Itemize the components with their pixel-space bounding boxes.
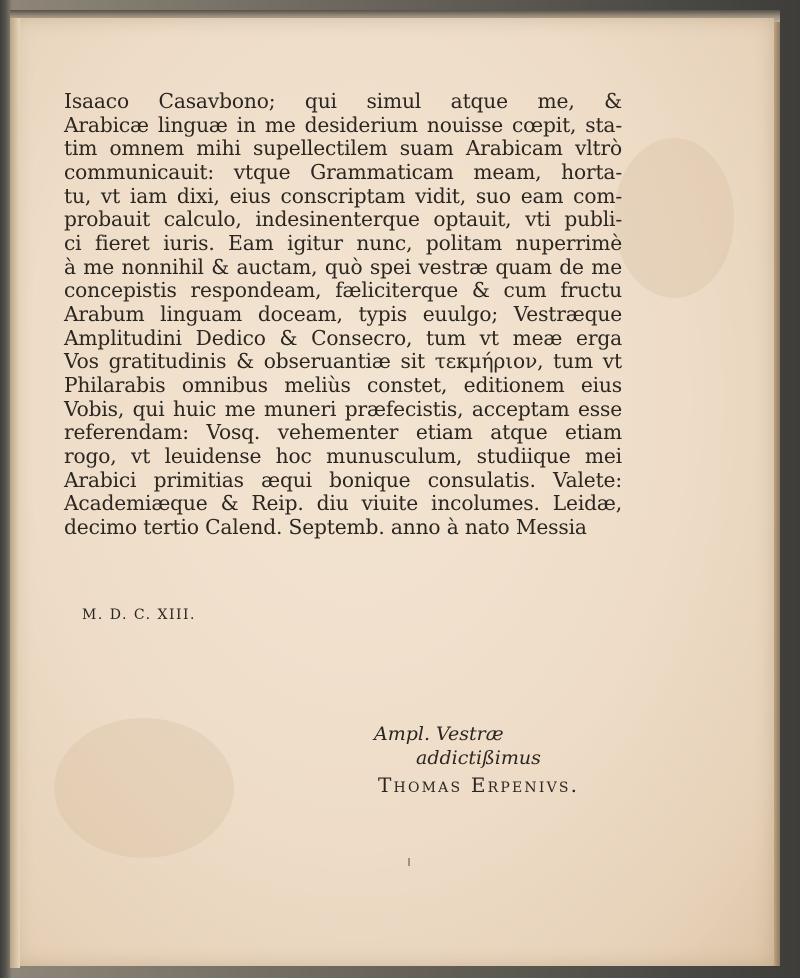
- closing-devotion: addictißimus: [416, 747, 541, 769]
- signature-block: [372, 722, 579, 800]
- paper-stain: [54, 718, 234, 858]
- letter-body: [64, 90, 624, 539]
- page-gutter: [10, 18, 20, 968]
- letter-line: Amplitudini Dedico & Consecro, tum vt meæ erga: [64, 325, 622, 350]
- signatory-name: Thomas Erpenivs.: [378, 773, 580, 797]
- letter-line: probauit calculo, indesinenterque optauit, vti publi-: [64, 207, 622, 232]
- letter-line: Arabicæ linguæ in me desiderium nouisse cœpit, sta-: [64, 112, 622, 137]
- ink-mark: [408, 858, 410, 866]
- letter-line: Vobis, qui huic me muneri præfecistis, acceptam esse: [64, 396, 622, 421]
- letter-line: concepistis respondeam, fæliciterque & cum fructu: [64, 278, 622, 303]
- letter-line: Arabici primitias æqui bonique consulatis. Valete:: [64, 467, 622, 492]
- letter-line: decimo tertio Calend. Septemb. anno à nato Messia: [64, 514, 587, 539]
- letter-line: Vos gratitudinis & obseruantiæ sit τεκμήριον, tum vt: [64, 349, 622, 374]
- letter-line: Isaaco Casavbono; qui simul atque me, &: [64, 89, 622, 113]
- letter-line: referendam: Vosq. vehementer etiam atque etiam: [64, 420, 622, 445]
- letter-date: M. D. C. XIII.: [82, 607, 196, 623]
- letter-line: tu, vt iam dixi, eius conscriptam vidit, suo eam com-: [64, 183, 622, 208]
- letter-line: ci fieret iuris. Eam igitur nunc, politam nuperrimè: [64, 230, 622, 255]
- letter-line: à me nonnihil & auctam, quò spei vestræ quam de me: [64, 254, 622, 279]
- letter-line: rogo, vt leuidense hoc munusculum, studiique mei: [64, 443, 622, 468]
- letter-line: Philarabis omnibus meliùs constet, editionem eius: [64, 372, 622, 397]
- letter-line: communicauit: vtque Grammaticam meam, horta-: [64, 159, 622, 184]
- letter-line: Academiæque & Reip. diu viuite incolumes. Leidæ,: [64, 491, 622, 516]
- letter-line: Arabum linguam doceam, typis euulgo; Vestræque: [64, 301, 622, 326]
- closing-salutation: Ampl. Vestræ: [374, 723, 504, 745]
- paper-stain: [614, 138, 734, 298]
- letter-line: tim omnem mihi supellectilem suam Arabicam vltrò: [64, 136, 622, 161]
